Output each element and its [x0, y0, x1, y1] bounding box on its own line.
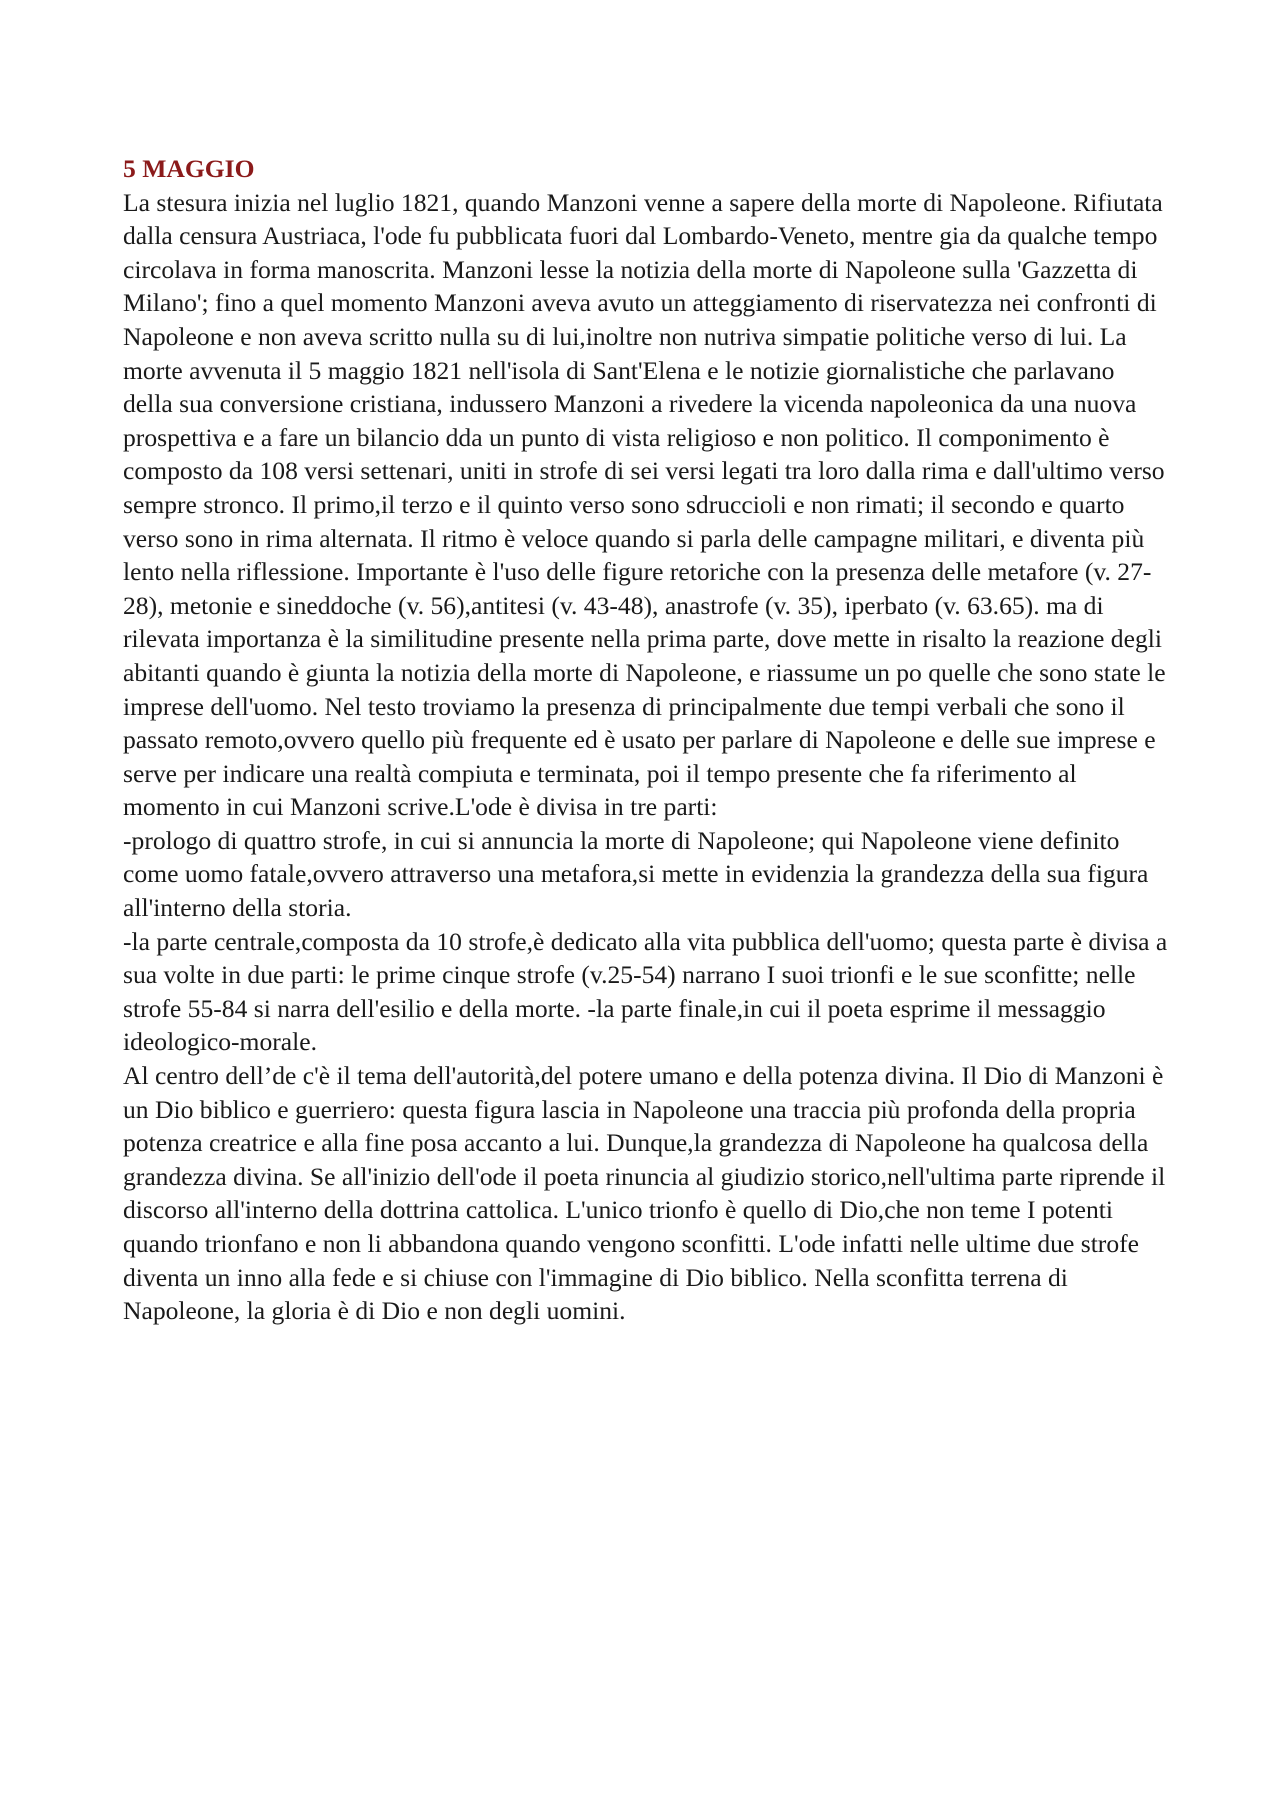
document-title: 5 MAGGIO: [123, 154, 255, 183]
document-page: [123, 152, 1168, 1328]
paragraph-conclusione: Al centro dell’de c'è il tema dell'autorità,del potere umano e della potenza divina. Il Dio di Manzoni è un Dio biblico e guerriero: questa figura lascia in Napoleone una traccia più profonda della propria potenza creatrice e alla fine posa accanto a lui. Dunque,la grandezza di Napoleone ha qualcosa della grandezza divina. Se all'inizio dell'ode il poeta rinuncia al giudizio storico,nell'ultima parte riprende il discorso all'interno della dottrina cattolica. L'unico trionfo è quello di Dio,che non teme I potenti quando trionfano e non li abbandona quando vengono sconfitti. L'ode infatti nelle ultime due strofe diventa un inno alla fede e si chiuse con l'immagine di Dio biblico. Nella sconfitta terrena di Napoleone, la gloria è di Dio e non degli uomini.: [123, 1061, 1166, 1326]
paragraph-intro: La stesura inizia nel luglio 1821, quando Manzoni venne a sapere della morte di Napoleone. Rifiutata dalla censura Austriaca, l'ode fu pubblicata fuori dal Lombardo-Veneto, mentre gia da qualche tempo circolava in forma manoscrita. Manzoni lesse la notizia della morte di Napoleone sulla 'Gazzetta di Milano'; fino a quel momento Manzoni aveva avuto un atteggiamento di riservatezza nei confronti di Napoleone e non aveva scritto nulla su di lui,inoltre non nutriva simpatie politiche verso di lui. La morte avvenuta il 5 maggio 1821 nell'isola di Sant'Elena e le notizie giornalistiche che parlavano della sua conversione cristiana, indussero Manzoni a rivedere la vicenda napoleonica da una nuova prospettiva e a fare un bilancio dda un punto di vista religioso e non politico. Il componimento è composto da 108 versi settenari, uniti in strofe di sei versi legati tra loro dalla rima e dall'ultimo verso sempre stronco. Il primo,il terzo e il quinto verso sono sdruccioli e non rimati; il secondo e quarto verso sono in rima alternata. Il ritmo è veloce quando si parla delle campagne militari, e diventa più lento nella riflessione. Importante è l'uso delle figure retoriche con la presenza delle metafore (v. 27-28), metonie e sineddoche (v. 56),antitesi (v. 43-48), anastrofe (v. 35), iperbato (v. 63.65). ma di rilevata importanza è la similitudine presente nella prima parte, dove mette in risalto la reazione degli abitanti quando è giunta la notizia della morte di Napoleone, e riassume un po quelle che sono state le imprese dell'uomo. Nel testo troviamo la presenza di principalmente due tempi verbali che sono il passato remoto,ovvero quello più frequente ed è usato per parlare di Napoleone e delle sue imprese e serve per indicare una realtà compiuta e terminata, poi il tempo presente che fa riferimento al momento in cui Manzoni scrive.L'ode è divisa in tre parti:: [123, 187, 1166, 822]
paragraph-prologo: -prologo di quattro strofe, in cui si annuncia la morte di Napoleone; qui Napoleone viene definito come uomo fatale,ovvero attraverso una metafora,si mette in evidenzia la grandezza della sua figura all'interno della storia.: [123, 825, 1149, 923]
paragraph-parte-centrale: -la parte centrale,composta da 10 strofe,è dedicato alla vita pubblica dell'uomo; questa parte è divisa a sua volte in due parti: le prime cinque strofe (v.25-54) narrano I suoi trionfi e le sue sconfitte; nelle strofe 55-84 si narra dell'esilio e della morte. -la parte finale,in cui il poeta esprime il messaggio ideologico-morale.: [123, 926, 1168, 1057]
